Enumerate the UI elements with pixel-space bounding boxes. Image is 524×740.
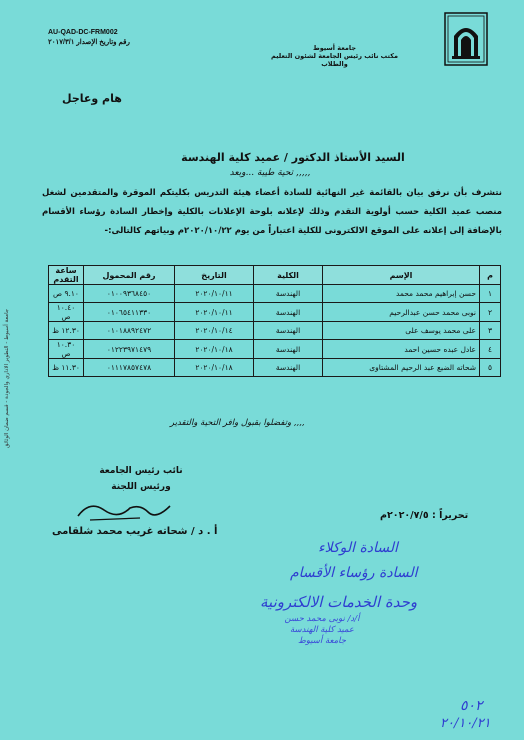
applicants-table xyxy=(48,265,501,377)
deputy-line-2: ورئيس اللجنة xyxy=(111,482,171,492)
doc-code: AU-QAD-DC-FRM002 xyxy=(48,29,118,36)
handwritten-line-2: السادة رؤساء الأقسام xyxy=(290,565,418,581)
signer-name: أ . د / شحاته غريب محمد شلقامى xyxy=(52,526,218,537)
handwritten-line-1: السادة الوكلاء xyxy=(318,540,398,556)
office-name: مكتب نائب رئيس الجامعة لشئون التعليم والطلاب xyxy=(270,52,399,68)
handwritten-date: ٢٠/١٠/٢١ xyxy=(440,716,491,731)
cell-faculty: الهندسة xyxy=(254,303,323,322)
col-index: م xyxy=(480,266,501,285)
cell-mobile: ٠١٠٠٩٣٦٨٤٥٠ xyxy=(84,285,175,303)
cell-faculty: الهندسة xyxy=(254,285,323,303)
col-faculty: الكلية xyxy=(254,266,323,285)
doc-issue: رقم وتاريخ الإصدار ٢٠١٧/٣/١ xyxy=(48,39,130,46)
cell-date: ٢٠٢٠/١٠/١٨ xyxy=(175,340,254,359)
col-date: التاريخ xyxy=(175,266,254,285)
university-logo-icon xyxy=(444,12,488,66)
cell-faculty: الهندسة xyxy=(254,340,323,359)
closing-line: وتفضلوا بقبول وافر التحية والتقدير ,,,, xyxy=(170,418,305,428)
cell-faculty: الهندسة xyxy=(254,359,323,377)
addressee: السيد الأستاذ الدكتور / عميد كلية الهندسة xyxy=(181,151,405,164)
cell-mobile: ٠١٠١٨٨٩٢٤٧٢ xyxy=(84,322,175,340)
deputy-title xyxy=(96,463,186,495)
cell-faculty: الهندسة xyxy=(254,322,323,340)
doc-code-block xyxy=(48,28,130,48)
cell-date: ٢٠٢٠/١٠/١١ xyxy=(175,285,254,303)
cell-time: ١٠.٣٠ ص xyxy=(49,340,84,359)
stamp-line-2: عميد كلية الهندسة xyxy=(290,625,354,635)
side-note: جامعة أسيوط - التطوير الاداري والجودة - قسم ضمان الوثائق xyxy=(4,308,10,448)
cell-date: ٢٠٢٠/١٠/١٤ xyxy=(175,322,254,340)
body-paragraph: نتشرف بأن نرفق بيان بالقائمة غير النهائية للسادة أعضاء هيئة التدريس بكليتكم الموقرة والمتقدمين لشغل منصب عميد الكلية حسب أولوية التقدم وذلك لإعلانه بلوحة الإعلانات بالكلية وإخطار السادة رؤساء الأقسام بالإضافة إلى إعلانه على الموقع الالكترونى للكلية اعتباراً من يوم ٢٠٢٠/١٠/٢٢م وبياتهم كالتالى:- xyxy=(42,188,502,236)
cell-date: ٢٠٢٠/١٠/١١ xyxy=(175,303,254,322)
cell-index: ٤ xyxy=(480,340,501,359)
col-mobile: رقم المحمول xyxy=(84,266,175,285)
cell-mobile: ٠١٠٦٥٤١١٣٣٠ xyxy=(84,303,175,322)
table-row xyxy=(49,322,501,340)
university-header xyxy=(262,44,407,68)
issue-date: تحريراً : ٢٠٢٠/٧/٥م xyxy=(380,510,469,521)
cell-index: ٥ xyxy=(480,359,501,377)
cell-name: شحاته الضبع عبد الرحيم المشتاوى xyxy=(323,359,480,377)
cell-index: ٣ xyxy=(480,322,501,340)
cell-name: على محمد يوسف على xyxy=(323,322,480,340)
stamp-line-1: أ/د/ نوبى محمد حسن xyxy=(284,614,360,624)
col-name: الإسم xyxy=(323,266,480,285)
cell-name: نوبى محمد حسن عبدالرحيم xyxy=(323,303,480,322)
handwritten-line-3: وحدة الخدمات الالكترونية xyxy=(260,593,418,611)
greeting: تحية طيبة ...وبعد ,,,,, xyxy=(229,168,311,178)
cell-index: ١ xyxy=(480,285,501,303)
cell-time: ٩.١٠ ص xyxy=(49,285,84,303)
table-row xyxy=(49,340,501,359)
col-time: ساعة التقدم xyxy=(49,266,84,285)
cell-date: ٢٠٢٠/١٠/١٨ xyxy=(175,359,254,377)
signature-icon xyxy=(70,496,180,526)
deputy-line-1: نائب رئيس الجامعة xyxy=(99,466,183,476)
dean-stamp xyxy=(262,614,382,647)
urgent-label: هام وعاجل xyxy=(62,92,122,105)
handwritten-number: ٥٠٢ xyxy=(460,698,483,714)
table-header-row xyxy=(49,266,501,285)
cell-mobile: ٠١١١٧٨٥٧٤٧٨ xyxy=(84,359,175,377)
cell-name: حسن إبراهيم محمد محمد xyxy=(323,285,480,303)
table-row xyxy=(49,303,501,322)
table-row xyxy=(49,359,501,377)
cell-time: ١٠.٤٠ ص xyxy=(49,303,84,322)
stamp-line-3: جامعة أسيوط xyxy=(297,636,347,646)
cell-time: ١٢.٣٠ ظ xyxy=(49,322,84,340)
cell-index: ٢ xyxy=(480,303,501,322)
table-row xyxy=(49,285,501,303)
cell-mobile: ٠١٢٢٣٩٧١٤٧٩ xyxy=(84,340,175,359)
cell-time: ١١.٣٠ ظ xyxy=(49,359,84,377)
cell-name: عادل عبده حسين احمد xyxy=(323,340,480,359)
university-name: جامعة أسيوط xyxy=(312,44,357,52)
